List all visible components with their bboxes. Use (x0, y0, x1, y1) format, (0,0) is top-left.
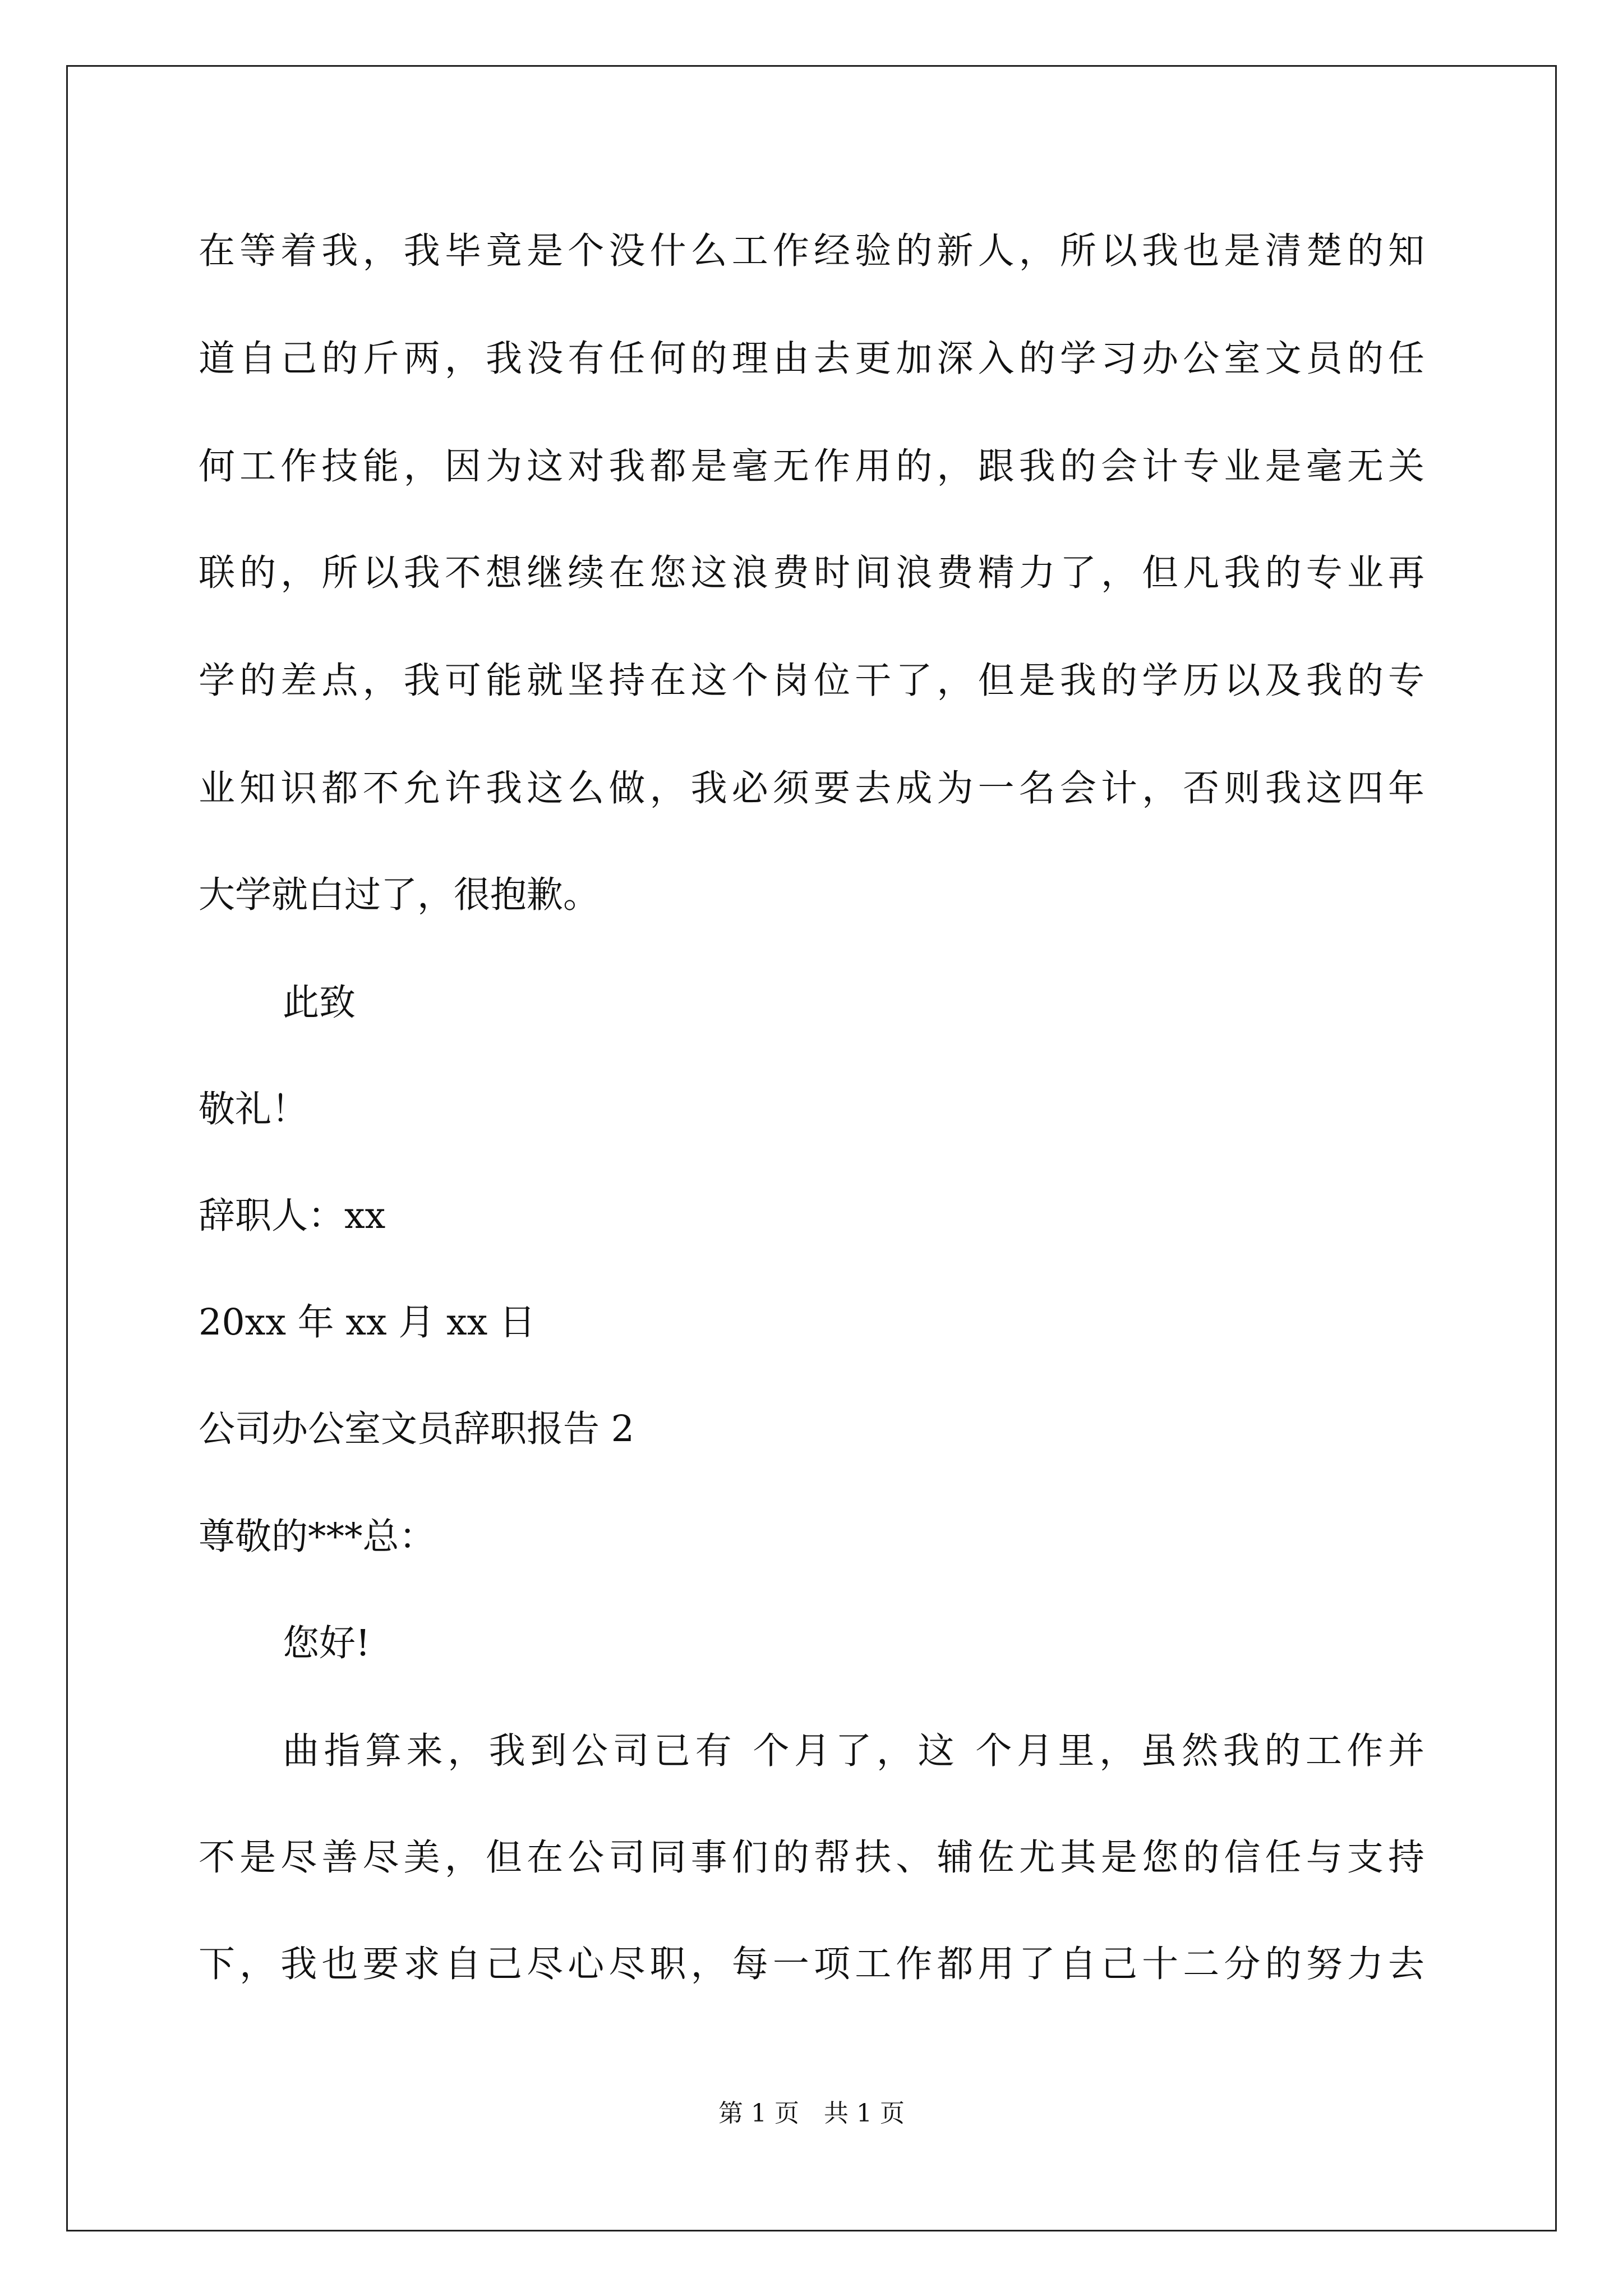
body-line-16: 不是尽善尽美，但在公司同事们的帮扶、辅佐尤其是您的信任与支持 (199, 1837, 1424, 1879)
body-line-3: 何工作技能，因为这对我都是毫无作用的，跟我的会计专业是毫无关 (199, 445, 1424, 487)
body-line-17: 下，我也要求自己尽心尽职，每一项工作都用了自己十二分的努力去 (199, 1943, 1424, 1985)
signature-line: 辞职人：xx (199, 1195, 386, 1237)
page-border (66, 65, 1557, 2231)
body-line-1: 在等着我，我毕竟是个没什么工作经验的新人，所以我也是清楚的知 (199, 230, 1424, 272)
body-line-6: 业知识都不允许我这么做，我必须要去成为一名会计，否则我这四年 (199, 767, 1424, 809)
body-line-4: 联的，所以我不想继续在您这浪费时间浪费精力了，但凡我的专业再 (199, 552, 1424, 594)
closing-salutation: 此致 (283, 982, 356, 1024)
page-footer: 第 1 页 共 1 页 (718, 2099, 905, 2128)
greeting-line: 您好! (283, 1622, 371, 1664)
closing-regards: 敬礼！ (199, 1088, 308, 1130)
addressee-line: 尊敬的***总： (199, 1516, 436, 1558)
date-line: 20xx 年 xx 月 xx 日 (199, 1301, 536, 1343)
body-line-5: 学的差点，我可能就坚持在这个岗位干了，但是我的学历以及我的专 (199, 660, 1424, 702)
body-line-15: 曲指算来，我到公司已有 个月了，这 个月里，虽然我的工作并 (283, 1730, 1424, 1772)
body-line-7: 大学就白过了，很抱歉。 (199, 874, 600, 916)
body-line-2: 道自己的斤两，我没有任何的理由去更加深入的学习办公室文员的任 (199, 338, 1424, 380)
section-title: 公司办公室文员辞职报告 2 (199, 1408, 635, 1450)
